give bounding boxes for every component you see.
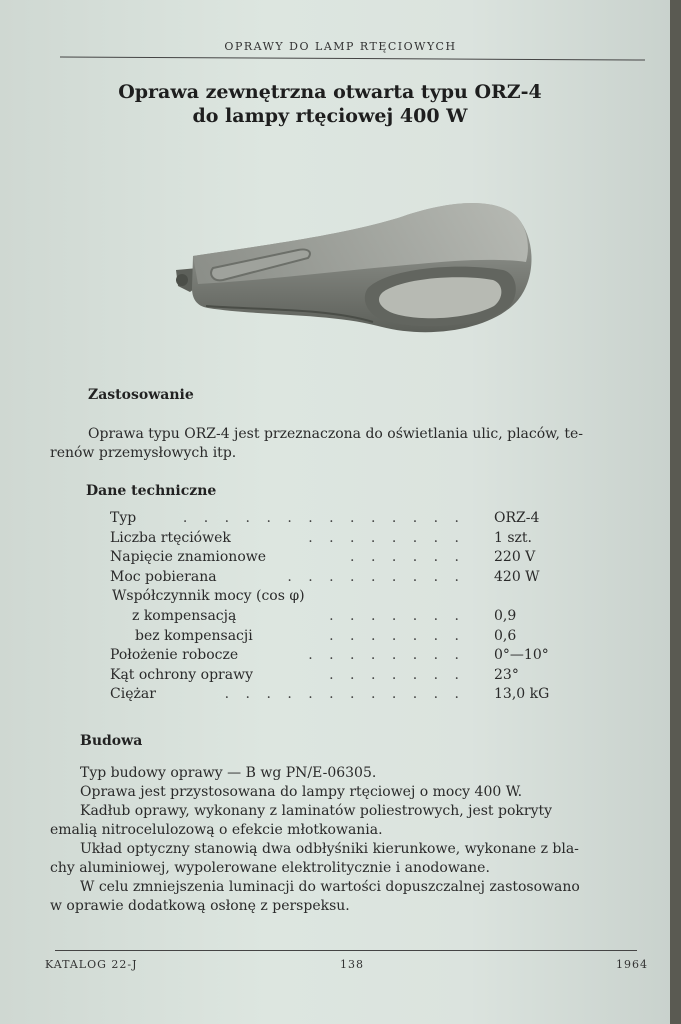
section-heading-budowa: Budowa: [80, 733, 143, 749]
spec-label: Kąt ochrony oprawy: [110, 666, 253, 683]
spec-leader: . . . . . . . . .: [287, 568, 465, 585]
zastosowanie-line-2: renów przemysłowych itp.: [50, 445, 237, 461]
budowa-text: [50, 764, 645, 916]
spec-label: Typ: [110, 510, 137, 526]
spec-label: Położenie robocze: [110, 647, 239, 664]
book-spine-edge: [670, 0, 681, 1024]
title-line-2: do lampy rtęciowej 400 W: [192, 105, 468, 127]
spec-leader: . . . . . . . .: [308, 529, 465, 546]
spec-row: [110, 530, 560, 550]
spec-row: [110, 569, 560, 589]
footer-catalog: KATALOG 22-J: [45, 958, 138, 971]
section-heading-dane: Dane techniczne: [86, 483, 217, 499]
spec-row: [110, 510, 560, 530]
section-heading-zastosowanie: Zastosowanie: [88, 387, 194, 403]
page-title: [60, 80, 600, 128]
spec-row: [110, 667, 560, 687]
budowa-line: chy aluminiowej, wypolerowane elektrolitycznie i anodowane.: [50, 860, 490, 876]
spec-leader: . . . . . . .: [329, 627, 465, 644]
budowa-line: Typ budowy oprawy — B wg PN/E-06305.: [80, 765, 377, 781]
zastosowanie-text: [50, 425, 648, 463]
spec-row: [110, 686, 560, 706]
spec-label: Moc pobierana: [110, 568, 217, 585]
spec-row: [110, 588, 560, 608]
spec-value: 23°: [494, 666, 519, 683]
spec-leader: . . . . . . .: [329, 666, 465, 683]
spec-value: 0°—10°: [494, 647, 549, 664]
running-head: OPRAWY DO LAMP RTĘCIOWYCH: [224, 40, 457, 53]
spec-value: ORZ-4: [494, 510, 540, 526]
spec-label: z kompensacją: [132, 607, 237, 624]
spec-value: 0,9: [494, 607, 517, 624]
budowa-line: emalią nitrocelulozową o efekcie młotkowania.: [50, 822, 383, 838]
spec-table: [110, 510, 560, 706]
spec-leader: . . . . . . . . . . . .: [224, 686, 465, 703]
spec-label: Liczba rtęciówek: [110, 529, 231, 546]
budowa-line: w oprawie dodatkową osłonę z perspeksu.: [50, 898, 350, 914]
spec-leader: . . . . . . .: [329, 607, 465, 624]
budowa-line: Układ optyczny stanowią dwa odbłyśniki kierunkowe, wykonane z bla-: [80, 841, 579, 857]
spec-value: 0,6: [494, 627, 517, 644]
spec-leader: . . . . . . . . . . . . . .: [182, 510, 465, 526]
spec-value: 1 szt.: [494, 529, 532, 546]
spec-value: 220 V: [494, 549, 536, 566]
spec-label: Napięcie znamionowe: [110, 549, 267, 566]
spec-leader: . . . . . .: [350, 549, 465, 566]
budowa-line: Kadłub oprawy, wykonany z laminatów poliestrowych, jest pokryty: [80, 803, 553, 819]
budowa-line: Oprawa jest przystosowana do lampy rtęciowej o mocy 400 W.: [80, 784, 523, 800]
spec-label: Współczynnik mocy (cos φ): [112, 588, 305, 605]
spec-row: [110, 628, 560, 648]
footer-year: 1964: [616, 958, 648, 971]
street-lamp-photo: [168, 188, 538, 343]
spec-label: Ciężar: [110, 686, 156, 703]
header-rule: [60, 56, 645, 60]
spec-row: [110, 608, 560, 628]
budowa-line: W celu zmniejszenia luminacji do wartości dopuszczalnej zastosowano: [80, 879, 580, 895]
zastosowanie-line-1: Oprawa typu ORZ-4 jest przeznaczona do oświetlania ulic, placów, te-: [88, 426, 584, 442]
spec-row: [110, 647, 560, 667]
spec-value: 13,0 kG: [494, 686, 550, 703]
spec-row: [110, 549, 560, 569]
page-number: 138: [340, 958, 364, 971]
title-line-1: Oprawa zewnętrzna otwarta typu ORZ-4: [118, 81, 542, 103]
footer-rule: [55, 950, 637, 951]
spec-value: 420 W: [494, 568, 540, 585]
spec-leader: . . . . . . . .: [308, 647, 465, 664]
spec-label: bez kompensacji: [135, 627, 253, 644]
